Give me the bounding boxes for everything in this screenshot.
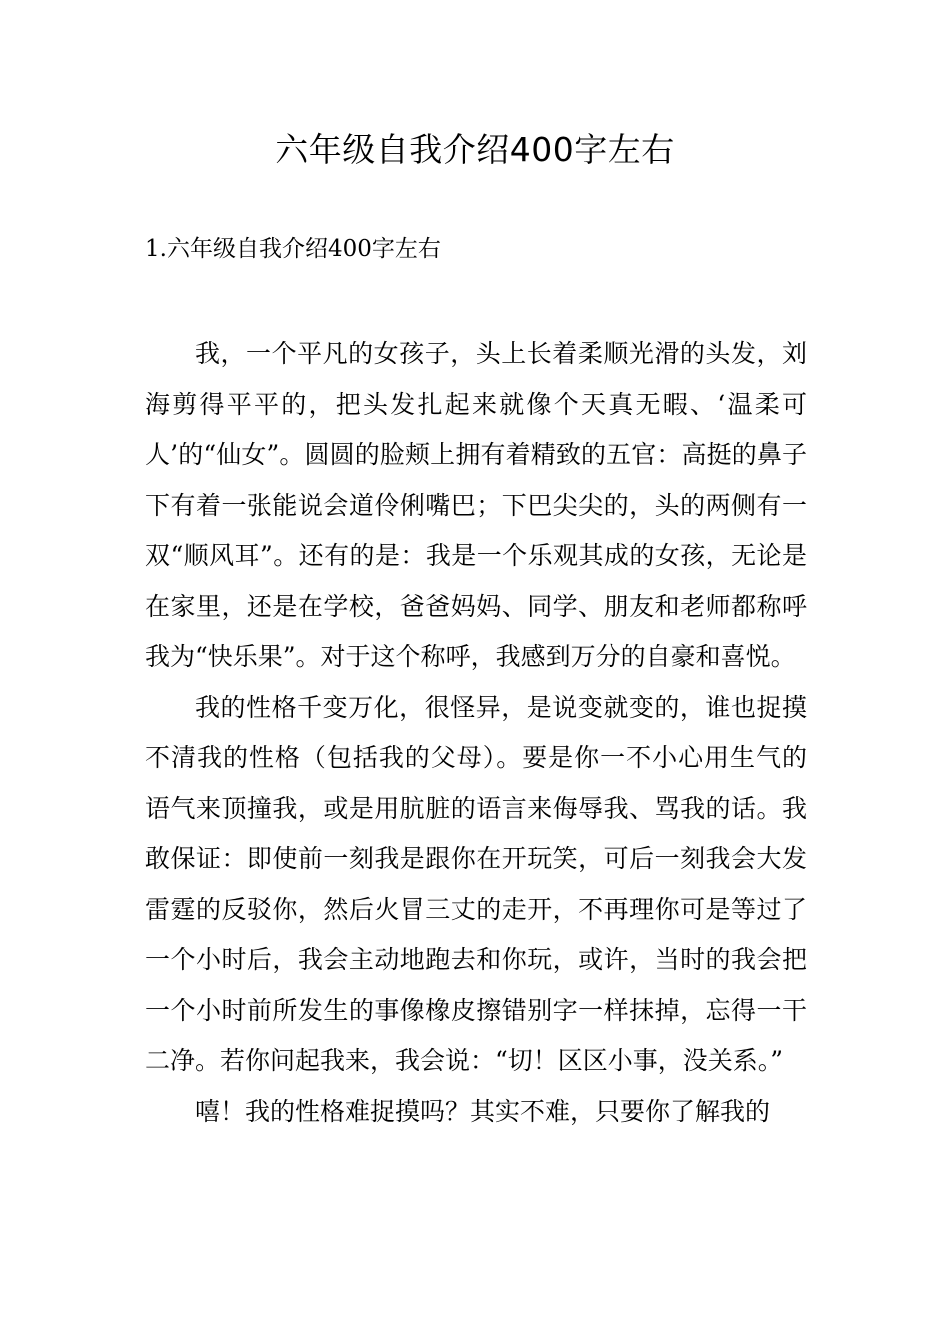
paragraph-2: 我的性格千变万化，很怪异，是说变就变的，谁也捉摸不清我的性格（包括我的父母）。要是你一不小心用生气的语气来顶撞我，或是用肮脏的语言来侮辱我、骂我的话。我敢保证：即使前一刻我是跟你在开玩笑，可后一刻我会大发雷霆的反驳你，然后火冒三丈的走开，不再理你可是等过了一个小时后，我会主动地跑去和你玩，或许，当时的我会把一个小时前所发生的事像橡皮擦错别字一样抹掉，忘得一干二净。若你问起我来，我会说：“切！区区小事，没关系。”	[145, 692, 807, 1075]
document-body	[145, 329, 807, 1137]
section-heading: 1.六年级自我介绍400字左右	[145, 236, 441, 262]
paragraph-3: 嘻！我的性格难捉摸吗？其实不难，只要你了解我的	[195, 1096, 771, 1126]
paragraph-1: 我，一个平凡的女孩子，头上长着柔顺光滑的头发，刘海剪得平平的，把头发扎起来就像个天真无暇、‘温柔可人’的“仙女”。圆圆的脸颊上拥有着精致的五官：高挺的鼻子下有着一张能说会道伶俐嘴巴；下巴尖尖的，头的两侧有一双“顺风耳”。还有的是：我是一个乐观其成的女孩，无论是在家里，还是在学校，爸爸妈妈、同学、朋友和老师都称呼我为“快乐果”。对于这个称呼，我感到万分的自豪和喜悦。	[145, 339, 807, 671]
document-title: 六年级自我介绍400字左右	[275, 130, 675, 169]
